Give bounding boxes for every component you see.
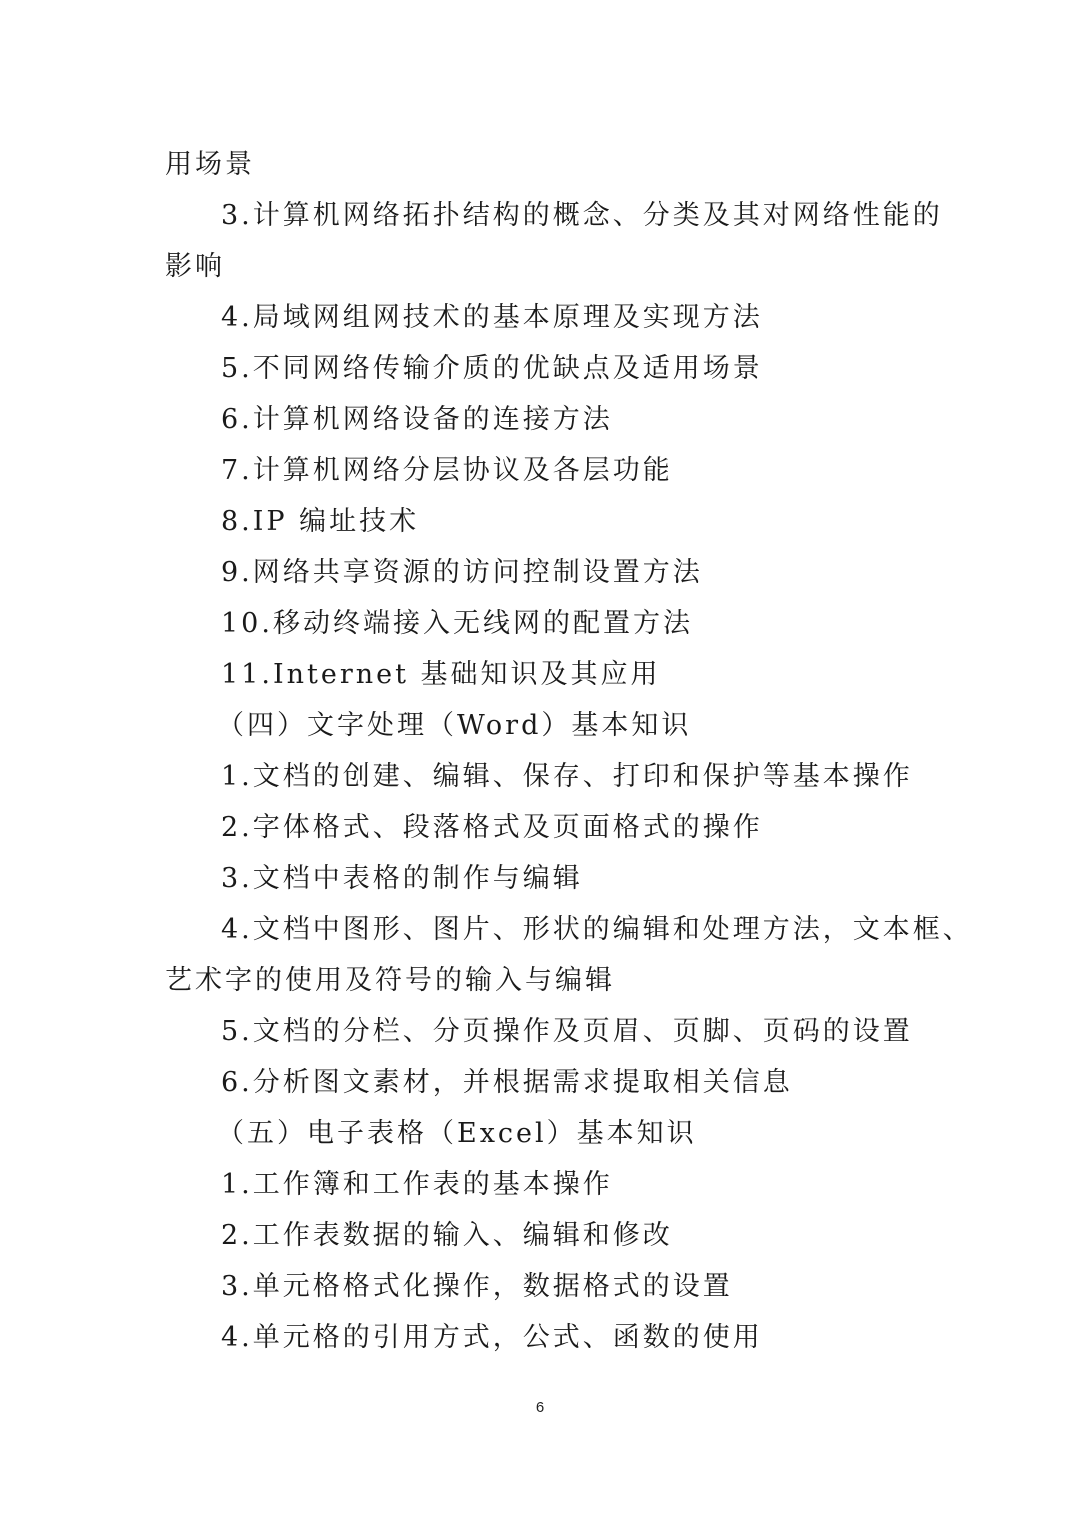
text-line-continuation: 用场景 xyxy=(165,149,255,180)
list-item-6: 6.分析图文素材，并根据需求提取相关信息 xyxy=(221,1067,793,1098)
list-item-2: 2.工作表数据的输入、编辑和修改 xyxy=(221,1220,673,1251)
section-heading-excel: （五）电子表格（Excel）基本知识 xyxy=(217,1118,697,1149)
text-line-continuation: 影响 xyxy=(165,251,225,282)
list-item-10: 10.移动终端接入无线网的配置方法 xyxy=(221,608,693,639)
list-item-5: 5.不同网络传输介质的优缺点及适用场景 xyxy=(221,353,763,384)
section-heading-word: （四）文字处理（Word）基本知识 xyxy=(217,710,692,741)
list-item-5: 5.文档的分栏、分页操作及页眉、页脚、页码的设置 xyxy=(221,1016,913,1047)
page-number: 6 xyxy=(535,1399,545,1416)
body-text xyxy=(165,139,973,1363)
list-item-2: 2.字体格式、段落格式及页面格式的操作 xyxy=(221,812,763,843)
list-item-4: 4.文档中图形、图片、形状的编辑和处理方法，文本框、 xyxy=(221,914,973,945)
list-item-3: 3.文档中表格的制作与编辑 xyxy=(221,863,583,894)
list-item-4: 4.局域网组网技术的基本原理及实现方法 xyxy=(221,302,763,333)
list-item-7: 7.计算机网络分层协议及各层功能 xyxy=(221,455,673,486)
list-item-11: 11.Internet 基础知识及其应用 xyxy=(221,659,661,690)
list-item-1: 1.工作簿和工作表的基本操作 xyxy=(221,1169,613,1200)
list-item-6: 6.计算机网络设备的连接方法 xyxy=(221,404,613,435)
list-item-3: 3.单元格格式化操作，数据格式的设置 xyxy=(221,1271,733,1302)
list-item-9: 9.网络共享资源的访问控制设置方法 xyxy=(221,557,703,588)
list-item-3: 3.计算机网络拓扑结构的概念、分类及其对网络性能的 xyxy=(221,200,943,231)
list-item-1: 1.文档的创建、编辑、保存、打印和保护等基本操作 xyxy=(221,761,913,792)
text-line-continuation: 艺术字的使用及符号的输入与编辑 xyxy=(165,965,615,996)
list-item-4: 4.单元格的引用方式，公式、函数的使用 xyxy=(221,1322,763,1353)
list-item-8: 8.IP 编址技术 xyxy=(221,506,420,537)
